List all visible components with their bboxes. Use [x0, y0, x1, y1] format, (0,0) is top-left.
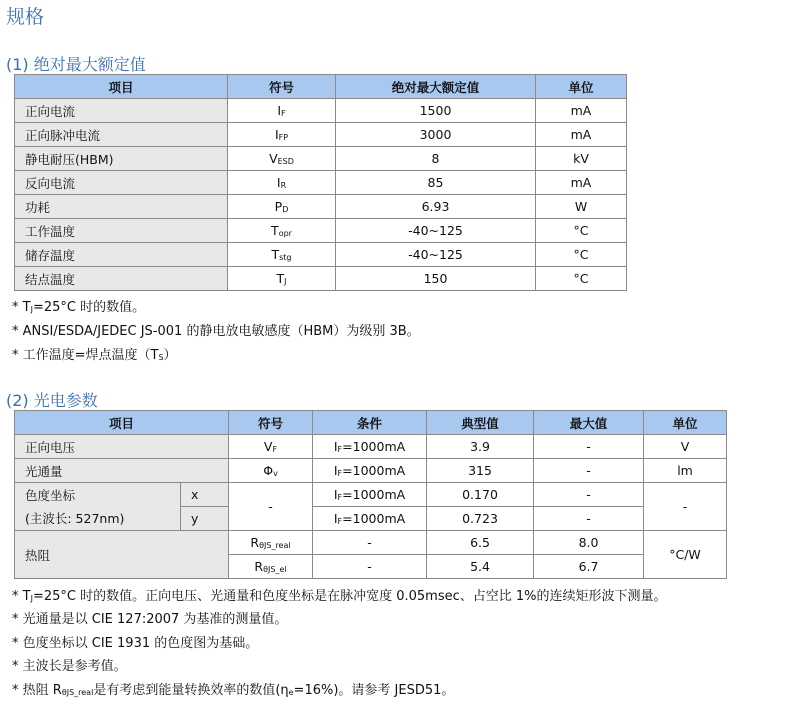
row-typical: 315 [427, 459, 534, 483]
row-unit: °C [536, 267, 627, 291]
row-value: -40~125 [336, 219, 536, 243]
s2-note-0: * $T_J=25^\circ C$ 时的数值。正向电压、光通量和色度坐标是在脉冲宽度 0.05msec、占空比 1%的连续矩形波下测量。 [12, 589, 667, 604]
table-header-row [15, 411, 727, 435]
table-row [15, 435, 727, 459]
row-item: 正向电流 [15, 99, 228, 123]
row-symbol: $I_{FP}$ [228, 123, 336, 147]
table-row [15, 99, 627, 123]
s2-note-1: * 光通量是以 CIE 127:2007 为基准的测量值。 [12, 612, 288, 627]
row-symbol: $T_J$ [228, 267, 336, 291]
thermal-max-real: 8.0 [534, 531, 644, 555]
table-row [15, 531, 727, 555]
optoelectronic-table [14, 410, 727, 579]
row-value: 8 [336, 147, 536, 171]
row-symbol: $V_{ESD}$ [228, 147, 336, 171]
row-symbol: $T_{stg}$ [228, 243, 336, 267]
thermal-typical-el: 5.4 [427, 555, 534, 579]
table-row [15, 219, 627, 243]
chroma-x-max: - [534, 483, 644, 507]
col-header-item: 项目 [15, 75, 228, 99]
col-header-symbol: 符号 [228, 75, 336, 99]
page-title: 规格 [6, 6, 45, 28]
row-symbol: $\Phi_v$ [229, 459, 313, 483]
row-max: - [534, 435, 644, 459]
row-unit: mA [536, 99, 627, 123]
thermal-condition-real: - [313, 531, 427, 555]
row-item: 工作温度 [15, 219, 228, 243]
col-header-condition: 条件 [313, 411, 427, 435]
s2-note-3: * 主波长是参考值。 [12, 659, 127, 674]
s1-note-2: * 工作温度=焊点温度$(T_S)$ [12, 348, 177, 363]
row-symbol: $V_F$ [229, 435, 313, 459]
table-row [15, 195, 627, 219]
row-symbol: $P_D$ [228, 195, 336, 219]
chroma-y-typical: 0.723 [427, 507, 534, 531]
row-unit: mA [536, 171, 627, 195]
row-unit: kV [536, 147, 627, 171]
row-typical: 3.9 [427, 435, 534, 459]
thermal-max-el: 6.7 [534, 555, 644, 579]
col-header-unit: 单位 [536, 75, 627, 99]
chroma-item: 色度坐标 (主波长: 527nm) [15, 483, 181, 531]
col-header-symbol: 符号 [229, 411, 313, 435]
row-condition: $I_F=1000mA$ [313, 459, 427, 483]
chroma-y-label: y [181, 507, 229, 531]
row-value: 150 [336, 267, 536, 291]
chroma-symbol: - [229, 483, 313, 531]
row-item: 正向脉冲电流 [15, 123, 228, 147]
row-value: 1500 [336, 99, 536, 123]
table-row [15, 267, 627, 291]
thermal-symbol-real: $R_{\theta JS\_real}$ [229, 531, 313, 555]
row-unit: mA [536, 123, 627, 147]
table-row [15, 243, 627, 267]
table-row [15, 483, 727, 507]
s2-note-2: * 色度坐标以 CIE 1931 的色度图为基础。 [12, 636, 259, 651]
row-item: 光通量 [15, 459, 229, 483]
row-item: 反向电流 [15, 171, 228, 195]
row-symbol: $I_R$ [228, 171, 336, 195]
chroma-unit: - [644, 483, 727, 531]
col-header-max: 最大值 [534, 411, 644, 435]
s1-note-1: * ANSI/ESDA/JEDEC JS-001 的静电放电敏感度（HBM）为级别 3B。 [12, 324, 420, 339]
section1-title: (1) 绝对最大额定值 [6, 55, 146, 74]
row-item: 储存温度 [15, 243, 228, 267]
s2-note-4: * 热阻 $R_{\theta JS\_real}$是有考虑到能量转换效率的数值$(\eta_e=16\%)$。请参考 JESD51。 [12, 683, 455, 698]
row-value: -40~125 [336, 243, 536, 267]
row-item: 静电耐压(HBM) [15, 147, 228, 171]
chroma-x-typical: 0.170 [427, 483, 534, 507]
thermal-unit: °C/W [644, 531, 727, 579]
col-header-rating: 绝对最大额定值 [336, 75, 536, 99]
col-header-item: 项目 [15, 411, 229, 435]
table-header-row [15, 75, 627, 99]
row-unit: V [644, 435, 727, 459]
chroma-x-condition: $I_F=1000mA$ [313, 483, 427, 507]
s1-note-0: * $T_J=25^\circ C$ 时的数值。 [12, 300, 146, 315]
row-max: - [534, 459, 644, 483]
row-unit: lm [644, 459, 727, 483]
row-unit: °C [536, 219, 627, 243]
row-symbol: $I_F$ [228, 99, 336, 123]
table-row [15, 123, 627, 147]
chroma-y-condition: $I_F=1000mA$ [313, 507, 427, 531]
row-value: 6.93 [336, 195, 536, 219]
col-header-unit: 单位 [644, 411, 727, 435]
thermal-condition-el: - [313, 555, 427, 579]
col-header-typical: 典型值 [427, 411, 534, 435]
row-item: 正向电压 [15, 435, 229, 459]
chroma-y-max: - [534, 507, 644, 531]
row-unit: W [536, 195, 627, 219]
row-value: 3000 [336, 123, 536, 147]
row-item: 功耗 [15, 195, 228, 219]
thermal-item: 热阻 [15, 531, 229, 579]
thermal-symbol-el: $R_{\theta JS\_el}$ [229, 555, 313, 579]
chroma-x-label: x [181, 483, 229, 507]
table-row [15, 459, 727, 483]
row-condition: $I_F=1000mA$ [313, 435, 427, 459]
absolute-max-table [14, 74, 627, 291]
row-value: 85 [336, 171, 536, 195]
thermal-typical-real: 6.5 [427, 531, 534, 555]
row-unit: °C [536, 243, 627, 267]
row-symbol: $T_{opr}$ [228, 219, 336, 243]
section2-title: (2) 光电参数 [6, 391, 98, 410]
table-row [15, 147, 627, 171]
row-item: 结点温度 [15, 267, 228, 291]
table-row [15, 171, 627, 195]
